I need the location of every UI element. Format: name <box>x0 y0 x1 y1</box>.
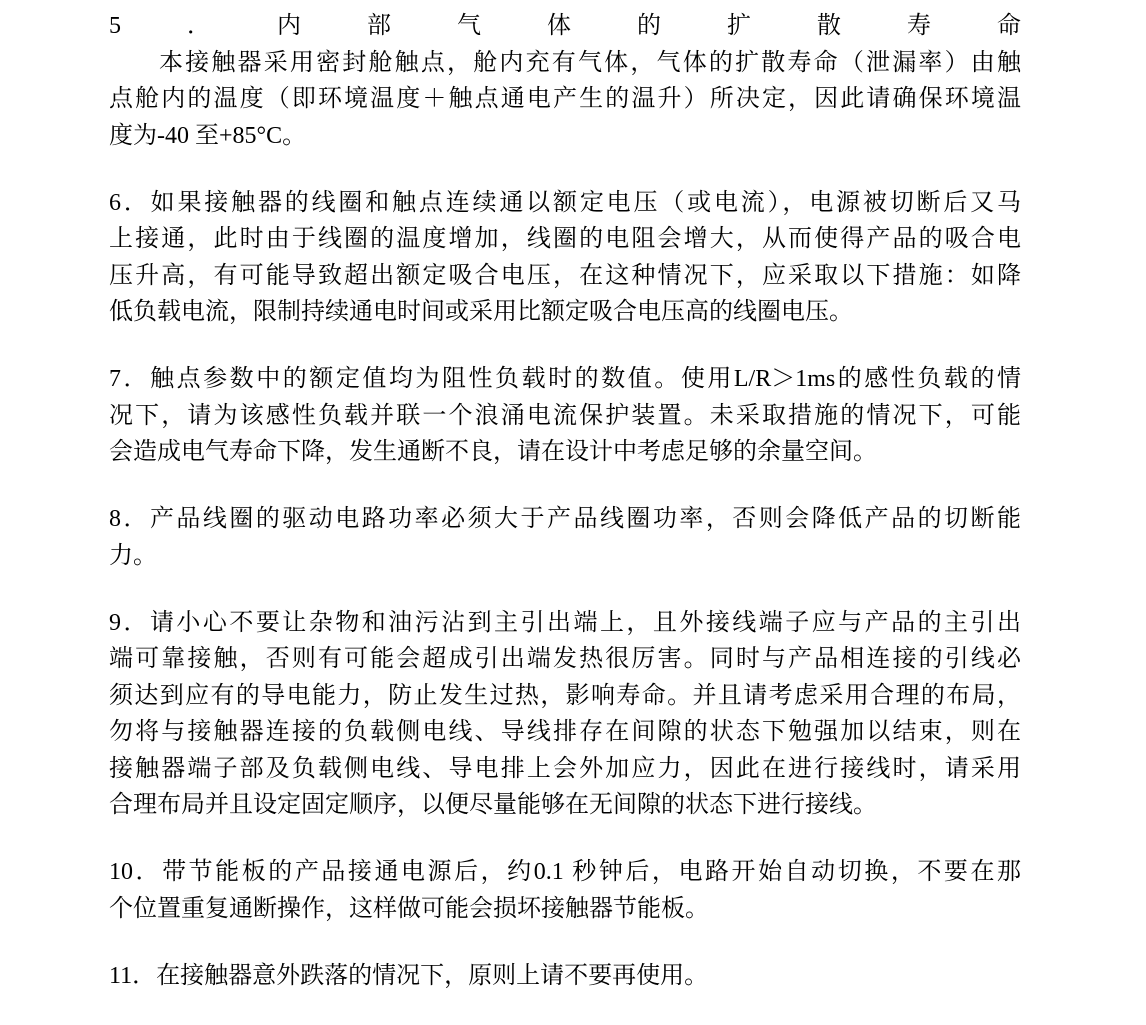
paragraph-2 <box>109 185 1021 331</box>
paragraph-1 <box>109 8 1021 154</box>
text-line: 8．产品线圈的驱动电路功率必须大于产品线圈功率，否则会降低产品的切断能 <box>109 506 1021 532</box>
text-line: 5．内部气体的扩散寿命 <box>109 13 1021 39</box>
text-line: 合理布局并且设定固定顺序，以便尽量能够在无间隙的状态下进行接线。 <box>109 792 877 818</box>
paragraph-4 <box>109 501 1021 574</box>
text-line: 11．在接触器意外跌落的情况下，原则上请不要再使用。 <box>109 962 709 989</box>
text-line: 上接通，此时由于线圈的温度增加，线圈的电阻会增大，从而使得产品的吸合电 <box>109 226 1021 252</box>
paragraph-7 <box>109 958 1021 995</box>
paragraph-3 <box>109 361 1021 471</box>
text-line: 个位置重复通断操作，这样做可能会损坏接触器节能板。 <box>109 895 709 922</box>
document-body <box>109 8 1021 1025</box>
paragraph-6 <box>109 854 1021 927</box>
text-line: 况下，请为该感性负载并联一个浪涌电流保护装置。未采取措施的情况下，可能 <box>109 402 1021 429</box>
text-line: 力。 <box>109 542 157 569</box>
text-line: 接触器端子部及负载侧电线、导电排上会外加应力，因此在进行接线时，请采用 <box>109 755 1021 782</box>
text-line: 10．带节能板的产品接通电源后，约0.1 秒钟后，电路开始自动切换，不要在那 <box>109 859 1021 885</box>
text-line: 端可靠接触，否则有可能会超成引出端发热很厉害。同时与产品相连接的引线必 <box>109 646 1021 672</box>
text-line: 会造成电气寿命下降，发生通断不良，请在设计中考虑足够的余量空间。 <box>109 439 877 465</box>
text-line: 7．触点参数中的额定值均为阻性负载时的数值。使用L/R＞1ms的感性负载的情 <box>109 366 1021 392</box>
text-line: 6．如果接触器的线圈和触点连续通以额定电压（或电流），电源被切断后又马 <box>109 189 1021 216</box>
text-line: 点舱内的温度（即环境温度＋触点通电产生的温升）所决定，因此请确保环境温 <box>109 86 1021 112</box>
text-line: 低负载电流，限制持续通电时间或采用比额定吸合电压高的线圈电压。 <box>109 299 853 325</box>
text-line: 9．请小心不要让杂物和油污沾到主引出端上，且外接线端子应与产品的主引出 <box>109 609 1021 636</box>
text-line: 度为-40 至+85°C。 <box>109 122 307 149</box>
text-line: 压升高，有可能导致超出额定吸合电压，在这种情况下，应采取以下措施：如降 <box>109 262 1021 289</box>
text-line: 本接触器采用密封舱触点，舱内充有气体，气体的扩散寿命（泄漏率）由触 <box>159 49 1021 76</box>
text-line: 勿将与接触器连接的负载侧电线、导线排存在间隙的状态下勉强加以结束，则在 <box>109 719 1021 745</box>
paragraph-5 <box>109 605 1021 824</box>
text-line: 须达到应有的导电能力，防止发生过热，影响寿命。并且请考虑采用合理的布局， <box>109 682 1021 709</box>
